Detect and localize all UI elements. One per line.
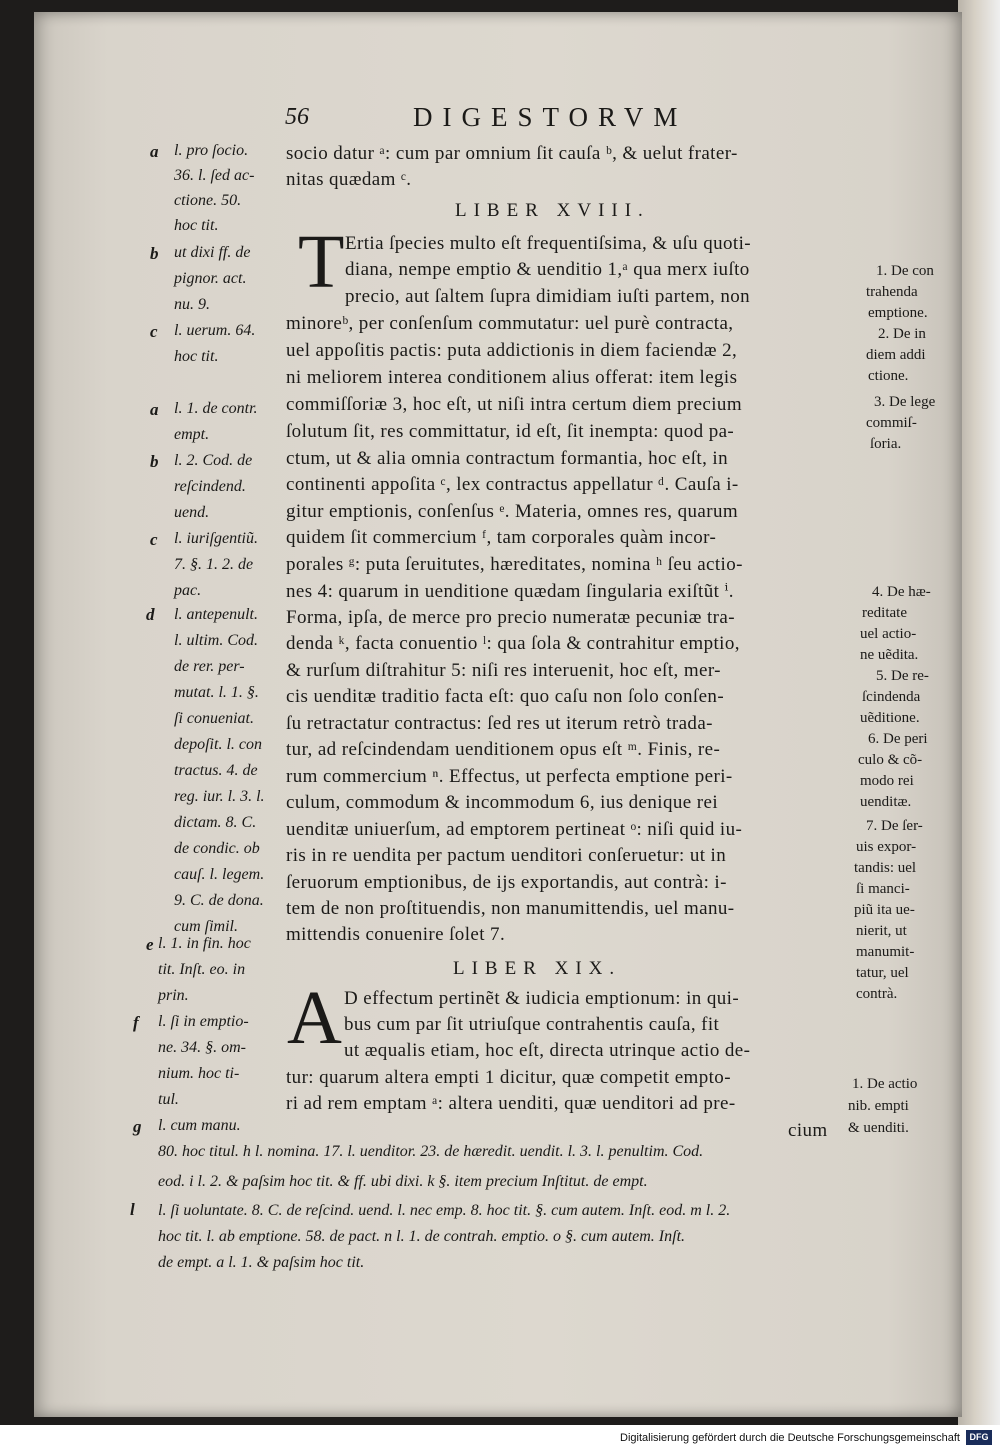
right-note-line: modo rei xyxy=(860,773,914,789)
drop-cap-a: A xyxy=(287,976,342,1060)
text-line: precio, aut ſaltem ſupra dimidiam iuſti partem, non xyxy=(345,286,751,307)
right-note-line: contrà. xyxy=(856,986,898,1002)
left-note-line: mutat. l. 1. §. xyxy=(174,684,259,701)
note-letter: b xyxy=(150,452,159,471)
left-note-line: uend. xyxy=(174,504,210,521)
left-note-line: hoc tit. xyxy=(174,348,219,365)
note-letter: d xyxy=(146,605,155,624)
text-line: cis uenditæ traditio facta eſt: quo caſu non ſolo conſen- xyxy=(286,686,725,707)
text-line: & rurſum diſtrahitur 5: niſi res interuenit, hoc eſt, mer- xyxy=(286,660,721,681)
text-line: ri ad rem emptam ᵃ: altera uenditi, quæ uenditori ad pre- xyxy=(286,1093,736,1114)
intro-line: socio datur ᵃ: cum par omnium ſit cauſa ᵇ, & uelut frater- xyxy=(286,143,738,164)
text-line: Forma, ipſa, de merce pro precio numeratæ pecuniæ tra- xyxy=(286,607,735,628)
left-note-line: pac. xyxy=(174,582,202,599)
text-line: ris in re uendita per pactum uenditori conſeruetur: ut in xyxy=(286,845,727,866)
left-note-line: l. ultim. Cod. xyxy=(174,632,259,649)
left-note-line: de rer. per- xyxy=(174,658,245,675)
right-note-line: emptione. xyxy=(868,305,928,321)
text-line: tur: quarum altera empti 1 dicitur, quæ competit empto- xyxy=(286,1067,731,1088)
text-line: culum, commodum & incommodum 6, ius denique rei xyxy=(286,792,718,813)
left-note-line: prin. xyxy=(158,987,189,1004)
right-note-line: diem addi xyxy=(866,347,926,363)
left-note-line: l. cum manu. xyxy=(158,1117,241,1134)
note-letter: l xyxy=(130,1200,135,1219)
note-letter: f xyxy=(133,1013,139,1032)
left-note-line: l. 2. Cod. de xyxy=(174,452,253,469)
text-line: denda ᵏ, facta conuentio ˡ: qua ſola & contrahitur emptio, xyxy=(286,633,740,654)
right-note-line: commiſ- xyxy=(866,415,917,431)
left-note-line: reg. iur. l. 3. l. xyxy=(174,788,265,805)
dfg-logo-icon: DFG xyxy=(966,1430,992,1445)
text-line: tur, ad reſcindendam uenditionem opus eſt ᵐ. Finis, re- xyxy=(286,739,721,760)
right-note-line: ne uẽdita. xyxy=(860,647,919,663)
intro-line: nitas quædam ᶜ. xyxy=(286,169,412,190)
catchword: cium xyxy=(788,1120,828,1141)
text-line: diana, nempe emptio & uenditio 1,ᵃ qua merx iuſto xyxy=(345,259,750,280)
text-line: ſeruorum emptionibus, de ijs exportandis, aut contrà: i- xyxy=(286,872,727,893)
text-line: ctum, ut & alia omnia contractum formantia, hoc eſt, in xyxy=(286,448,728,469)
right-note-line: piũ ita ue- xyxy=(854,902,915,918)
text-line: Ertia ſpecies multo eſt frequentiſsima, & uſu quoti- xyxy=(345,233,751,254)
left-note-line: l. 1. de contr. xyxy=(174,400,258,417)
footnote-line: de empt. a l. 1. & paſsim hoc tit. xyxy=(158,1254,365,1271)
left-note-line: ſi conueniat. xyxy=(174,710,254,727)
text-line: uenditæ uniuerſum, ad emptorem pertineat ᵒ: niſi quid iu- xyxy=(286,819,743,840)
running-title: DIGESTORVM xyxy=(413,102,688,132)
right-note-line: uel actio- xyxy=(860,626,917,642)
left-note-line: hoc tit. xyxy=(174,217,219,234)
note-letter: a xyxy=(150,400,159,419)
right-note-line: 4. De hæ- xyxy=(872,584,931,600)
right-note-line: ſcindenda xyxy=(862,689,921,705)
left-note-line: l. iuriſgentiũ. xyxy=(174,530,258,547)
adjacent-page-edge xyxy=(958,0,1000,1425)
footer-credit-text: Digitalisierung gefördert durch die Deutsche Forschungsgemeinschaft xyxy=(620,1432,960,1444)
text-line: commiſſoriæ 3, hoc eſt, ut niſi intra certum diem precium xyxy=(286,394,743,415)
right-note-line: manumit- xyxy=(856,944,915,960)
digitization-footer xyxy=(0,1425,1000,1451)
left-note-line: l. 1. in fin. hoc xyxy=(158,935,251,952)
text-line: ni meliorem interea conditionem alius offerat: item legis xyxy=(286,367,738,388)
text-line: porales ᵍ: puta ſeruitutes, hæreditates, nomina ʰ ſeu actio- xyxy=(286,554,743,575)
left-note-line: reſcindend. xyxy=(174,478,246,495)
footnote-line: 80. hoc titul. h l. nomina. 17. l. uenditor. 23. de hæredit. uendit. l. 3. l. penultim. Cod. xyxy=(158,1143,704,1160)
right-note-line: culo & cõ- xyxy=(858,752,923,768)
text-line: uel appoſitis pactis: puta addictionis in diem faciendæ 2, xyxy=(286,340,738,361)
left-note-line: ne. 34. §. om- xyxy=(158,1039,246,1056)
left-note-line: cum ſimil. xyxy=(174,918,238,935)
page-number: 56 xyxy=(285,104,309,130)
drop-cap-t: T xyxy=(298,220,345,304)
left-note-line: l. uerum. 64. xyxy=(174,322,256,339)
left-note-line: ut dixi ff. de xyxy=(174,244,251,261)
note-letter: c xyxy=(150,322,158,341)
text-line: ut æqualis etiam, hoc eſt, directa utrinque actio de- xyxy=(344,1040,751,1061)
left-note-line: l. ſi in emptio- xyxy=(158,1013,249,1030)
left-note-line: nium. hoc ti- xyxy=(158,1065,240,1082)
text-line: mittendis conuenire ſolet 7. xyxy=(286,924,506,945)
text-line: nes 4: quarum in uenditione quædam ſingularia exiſtũt ⁱ. xyxy=(286,581,734,602)
right-note-line: 7. De ſer- xyxy=(866,818,923,834)
right-note-line: uenditæ. xyxy=(860,794,912,810)
text-line: continenti appoſita ᶜ, lex contractus appellatur ᵈ. Cauſa i- xyxy=(286,474,739,495)
left-note-line: l. antepenult. xyxy=(174,606,258,623)
left-note-line: 7. §. 1. 2. de xyxy=(174,556,254,573)
right-note-line: uẽditione. xyxy=(860,710,920,726)
book-18-heading: LIBER XVIII. xyxy=(455,200,650,221)
text-line: rum commercium ⁿ. Effectus, ut perfecta emptione peri- xyxy=(286,766,733,787)
left-note-line: l. pro ſocio. xyxy=(174,142,249,159)
left-note-line: tul. xyxy=(158,1091,179,1108)
right-note-line: 3. De lege xyxy=(874,394,936,410)
left-note-line: depoſit. l. con xyxy=(174,736,262,753)
text-line: ſolutum ſit, res committatur, id eſt, ſit inempta: quod pa- xyxy=(286,421,735,442)
right-note-line: 2. De in xyxy=(878,326,926,342)
right-note-line: ſoria. xyxy=(870,436,902,452)
right-note-line: tandis: uel xyxy=(854,860,917,876)
right-note-line: ſi manci- xyxy=(856,881,910,897)
right-note-line: 1. De actio xyxy=(852,1076,918,1092)
right-note-line: ctione. xyxy=(868,368,909,384)
right-note-line: uis expor- xyxy=(856,839,917,855)
book-19-heading: LIBER XIX. xyxy=(453,958,622,979)
left-note-line: dictam. 8. C. xyxy=(174,814,257,831)
left-note-line: de condic. ob xyxy=(174,840,260,857)
right-note-line: 1. De con xyxy=(876,263,934,279)
left-note-line: 9. C. de dona. xyxy=(174,892,264,909)
text-line: quidem ſit commercium ᶠ, tam corporales quàm incor- xyxy=(286,527,717,548)
footnote-line: l. ſi uoluntate. 8. C. de reſcind. uend. l. nec emp. 8. hoc tit. §. cum autem. Inſt. eod. m l. 2. xyxy=(158,1202,731,1219)
note-letter: c xyxy=(150,530,158,549)
left-note-line: ctione. 50. xyxy=(174,192,242,209)
right-note-line: nib. empti xyxy=(848,1098,909,1114)
left-note-line: nu. 9. xyxy=(174,296,210,313)
note-letter: b xyxy=(150,244,159,263)
right-note-line: 5. De re- xyxy=(876,668,929,684)
right-note-line: trahenda xyxy=(866,284,918,300)
text-line: minoreᵇ, per conſenſum commutatur: uel purè contracta, xyxy=(286,313,734,334)
note-letter: e xyxy=(146,935,154,954)
text-line: bus cum par ſit utriuſque contrahentis cauſa, fit xyxy=(344,1014,720,1035)
left-note-line: tit. Inſt. eo. in xyxy=(158,961,246,978)
text-line: tem de non proſtituendis, non manumittendis, uel manu- xyxy=(286,898,735,919)
footnote-line: hoc tit. l. ab emptione. 58. de pact. n l. 1. de contrah. emptio. o §. cum autem. Inſt. xyxy=(158,1228,686,1245)
text-line: D effectum pertinẽt & iudicia emptionum: in qui- xyxy=(344,988,740,1009)
left-note-line: cauſ. l. legem. xyxy=(174,866,265,883)
left-note-line: tractus. 4. de xyxy=(174,762,258,779)
left-note-line: empt. xyxy=(174,426,210,443)
text-line: ſu retractatur contractus: ſed res ut iterum retrò trada- xyxy=(286,713,713,734)
right-note-line: & uenditi. xyxy=(848,1120,909,1136)
right-note-line: 6. De peri xyxy=(868,731,928,747)
text-line: gitur emptionis, conſenſus ᵉ. Materia, omnes res, quarum xyxy=(286,501,739,522)
note-letter: g xyxy=(133,1117,142,1136)
footnote-line: eod. i l. 2. & paſsim hoc tit. & ff. ubi dixi. k §. item precium Inſtitut. de empt. xyxy=(158,1173,648,1190)
left-note-line: 36. l. ſed ac- xyxy=(174,167,255,184)
right-note-line: tatur, uel xyxy=(856,965,909,981)
right-note-line: reditate xyxy=(862,605,907,621)
right-note-line: nierit, ut xyxy=(856,923,907,939)
note-letter: a xyxy=(150,142,159,161)
left-note-line: pignor. act. xyxy=(174,270,247,287)
